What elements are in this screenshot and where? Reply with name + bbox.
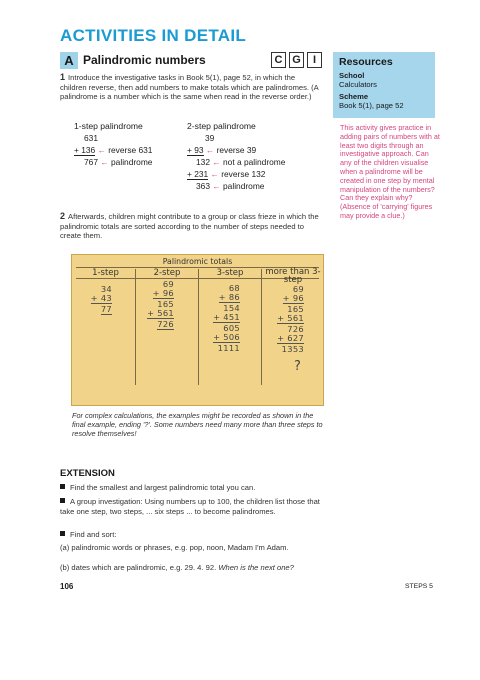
one-step-value-3: 767 (84, 157, 98, 167)
frieze-more-line-5: 726 (287, 324, 304, 334)
para2-text: Afterwards, children might contribute to a group or class frieze in which the palindromic totals are sorted according to the number of steps needed to create them. (60, 212, 319, 241)
frieze-title: Palindromic totals (162, 257, 233, 266)
resources-box (333, 52, 435, 118)
intro-number: 1 (60, 72, 66, 82)
one-step-row-3 (84, 157, 152, 167)
two-step-value-3: 132 (196, 157, 210, 167)
page-title: ACTIVITIES IN DETAIL (60, 26, 247, 45)
one-step-value-1: 631 (84, 133, 98, 143)
two-step-heading: 2-step palindrome (187, 121, 256, 131)
resources-school-text: Calculators (339, 80, 377, 89)
resources-scheme-text: Book 5(1), page 52 (339, 101, 404, 110)
two-step-note-4: reverse 132 (221, 169, 266, 179)
level-badges (271, 52, 322, 68)
extension-item-3: Find and sort: (60, 530, 330, 540)
arrow-icon: ← (97, 145, 106, 155)
one-step-value-2: + 136 (74, 145, 96, 155)
bullet-icon (60, 484, 65, 489)
frieze-2step-line-4: + 561 (147, 308, 174, 318)
frieze-more-line-1: 69 (292, 284, 304, 294)
frieze-question-mark: ? (294, 359, 301, 374)
page-number: 106 (60, 582, 74, 591)
frieze-more-line-7: 1353 (281, 344, 304, 354)
badge-g: G (289, 52, 304, 68)
one-step-row-2 (74, 145, 152, 156)
section-title: Palindromic numbers (83, 53, 206, 67)
one-step-note-3: palindrome (111, 157, 153, 167)
two-step-value-2: + 93 (187, 145, 204, 155)
frieze-3step-line-3: 154 (223, 303, 240, 313)
column-heading-3-step: 3-step (216, 268, 244, 278)
two-step-value-5: 363 (196, 181, 210, 191)
series-name: STEPS 5 (405, 583, 433, 590)
extension-sub-b: (b) dates which are palindromic, e.g. 29. 4. 92. When is the next one? (60, 563, 294, 572)
two-step-row-4 (187, 169, 265, 180)
para2-number: 2 (60, 211, 66, 221)
frieze-1step-line-1: 34 (100, 284, 112, 294)
bullet-icon (60, 531, 65, 536)
frieze-3step-line-4: + 451 (213, 312, 240, 322)
frieze-2step-line-3: 165 (157, 299, 174, 309)
frieze-3step-line-5: 605 (223, 323, 240, 333)
frieze-3step-line-1: 68 (228, 283, 240, 293)
column-heading-2-step: 2-step (153, 268, 181, 278)
two-step-row-5 (196, 181, 264, 191)
one-step-note-2: reverse 631 (108, 145, 153, 155)
two-step-value-1: 39 (205, 133, 215, 143)
extension-sub-a: (a) palindromic words or phrases, e.g. pop, noon, Madam I'm Adam. (60, 543, 289, 552)
frieze-more-line-3: 165 (287, 304, 304, 314)
frieze-3step-line-2: + 86 (218, 292, 240, 302)
two-step-value-4: + 231 (187, 169, 209, 179)
badge-c: C (271, 52, 286, 68)
arrow-icon: ← (210, 169, 219, 179)
frieze-2step-line-5: 726 (157, 319, 174, 329)
paragraph-2 (60, 212, 322, 241)
frieze-3step-line-6: + 506 (213, 332, 240, 342)
bullet-icon (60, 498, 65, 503)
two-step-note-2: reverse 39 (216, 145, 257, 155)
column-heading-more-than-3-step: more than 3-step (265, 267, 321, 285)
column-heading-1-step: 1-step (92, 268, 119, 278)
frieze-2step-line-1: 69 (162, 279, 174, 289)
arrow-icon: ← (212, 157, 221, 167)
frieze-more-line-6: + 627 (277, 333, 304, 343)
column-divider (198, 269, 199, 385)
resources-title: Resources (339, 56, 393, 68)
two-step-row-1 (205, 133, 214, 143)
extension-heading: EXTENSION (60, 468, 115, 479)
column-divider (135, 269, 136, 385)
two-step-row-2 (187, 145, 256, 156)
frieze-2step-line-2: + 96 (152, 288, 174, 298)
one-step-row-1 (84, 133, 98, 143)
column-divider (261, 269, 262, 385)
frieze-caption: For complex calculations, the examples might be recorded as shown in the final example, ending '?'. Some numbers need many more than three steps to resolve themselves! (72, 411, 323, 438)
section-header (60, 52, 322, 70)
frieze-3step-line-7: 1111 (217, 343, 240, 353)
intro-paragraph (60, 73, 322, 102)
two-step-note-3: not a palindrome (223, 157, 286, 167)
frieze-more-line-4: + 561 (277, 313, 304, 323)
extension-item-2: A group investigation: Using numbers up to 100, the children list those that take one step, two steps, ... six steps ... to become palindromes. (60, 497, 320, 516)
two-step-note-5: palindrome (223, 181, 265, 191)
extension-item-1: Find the smallest and largest palindromic total you can. (60, 483, 330, 493)
two-step-row-3 (196, 157, 285, 167)
frieze-more-line-2: + 96 (282, 293, 304, 303)
intro-text: Introduce the investigative tasks in Book 5(1), page 52, in which the children reverse, then add numbers to make totals which are palindromes. (A palindrome is a number which is the same when read in the reverse order.) (60, 73, 319, 102)
frieze-1step-line-3: 77 (100, 304, 112, 314)
arrow-icon: ← (205, 145, 215, 155)
arrow-icon: ← (100, 157, 109, 167)
section-letter: A (60, 52, 78, 69)
resources-scheme-heading: Scheme (339, 92, 369, 101)
margin-note: This activity gives practice in adding pairs of numbers with at least two digits through an investigative approach. Can any of the children visualise when a palindrome will be created in one step by mental manipulation of the numbers? Can they explain why? (Absence of 'carrying' figures may provide a clue.) (340, 123, 440, 220)
resources-school-heading: School (339, 71, 365, 80)
frieze-1step-line-2: + 43 (90, 293, 112, 303)
one-step-heading: 1-step palindrome (74, 121, 143, 131)
badge-i: I (307, 52, 322, 68)
palindromic-totals-frieze (71, 254, 324, 406)
arrow-icon: ← (212, 181, 221, 191)
